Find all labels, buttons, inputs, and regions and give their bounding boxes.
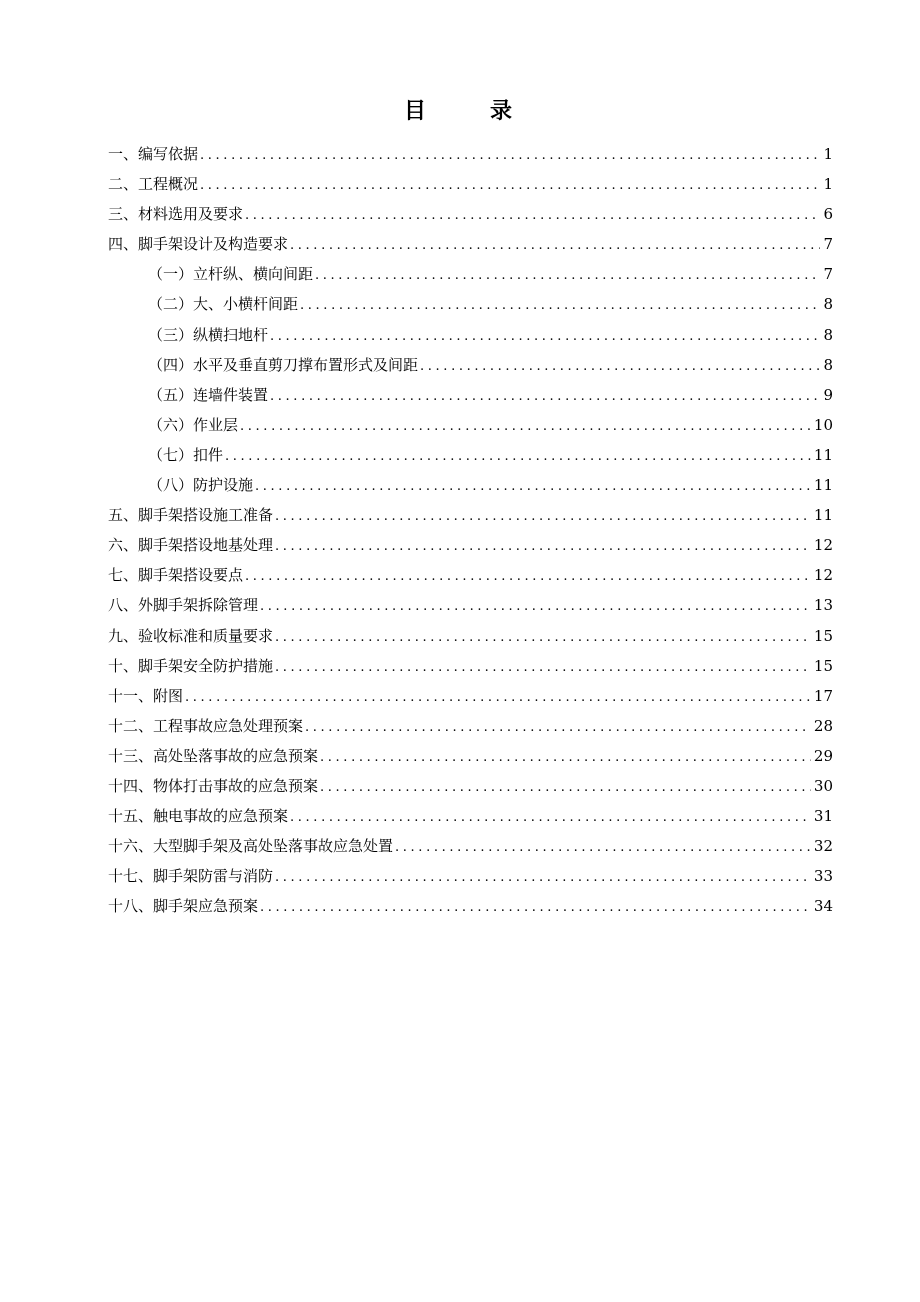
toc-entry-page-number: 11 (813, 506, 833, 525)
toc-entry[interactable] (108, 169, 833, 199)
toc-entry-page-number: 9 (823, 385, 833, 404)
toc-entry-label: 六、脚手架搭设地基处理 (108, 536, 274, 555)
toc-dot-leader (320, 743, 811, 773)
toc-entry-label: （一）立杆纵、横向间距 (148, 265, 314, 284)
toc-entry[interactable] (108, 380, 833, 410)
toc-entry-label: 十三、高处坠落事故的应急预案 (108, 746, 319, 765)
toc-entry-label: 十八、脚手架应急预案 (108, 897, 259, 916)
toc-entry[interactable] (108, 590, 833, 620)
toc-entry[interactable] (108, 891, 833, 921)
toc-entry-page-number: 11 (813, 445, 833, 464)
toc-entry-page-number: 7 (823, 265, 833, 284)
toc-entry[interactable] (108, 651, 833, 681)
toc-dot-leader (255, 472, 811, 502)
toc-entry[interactable] (108, 771, 833, 801)
toc-dot-leader (275, 532, 811, 562)
toc-entry-page-number: 8 (823, 325, 833, 344)
toc-title (0, 94, 920, 125)
toc-entry-page-number: 12 (813, 536, 833, 555)
toc-entry[interactable] (108, 500, 833, 530)
toc-entry[interactable] (108, 229, 833, 259)
toc-entry-label: 八、外脚手架拆除管理 (108, 596, 259, 615)
toc-entry[interactable] (108, 410, 833, 440)
toc-entry-label: 四、脚手架设计及构造要求 (108, 235, 289, 254)
toc-entry-label: 一、编写依据 (108, 145, 199, 163)
toc-dot-leader (260, 592, 811, 622)
toc-entry-label: （三）纵横扫地杆 (148, 325, 269, 344)
toc-entry-page-number: 32 (813, 837, 833, 856)
toc-entry[interactable] (108, 350, 833, 380)
toc-entry[interactable] (108, 289, 833, 319)
toc-dot-leader (260, 893, 811, 923)
toc-entry[interactable] (108, 560, 833, 590)
toc-dot-leader (420, 352, 820, 382)
toc-entry-page-number: 15 (813, 656, 833, 675)
toc-entry-page-number: 6 (823, 205, 833, 224)
toc-entry-label: 九、验收标准和质量要求 (108, 626, 274, 645)
toc-entry-page-number: 11 (813, 476, 833, 495)
toc-entry[interactable] (108, 681, 833, 711)
toc-entry[interactable] (108, 831, 833, 861)
toc-entry-page-number: 17 (813, 686, 833, 705)
toc-entry-page-number: 33 (813, 867, 833, 886)
toc-entry-page-number: 28 (813, 716, 833, 735)
toc-entry-label: 七、脚手架搭设要点 (108, 566, 244, 585)
toc-dot-leader (305, 713, 811, 743)
toc-entry-label: 十一、附图 (108, 686, 184, 705)
toc-entry-page-number: 12 (813, 566, 833, 585)
toc-entry[interactable] (108, 711, 833, 741)
toc-dot-leader (275, 502, 811, 532)
toc-entry-page-number: 1 (823, 145, 833, 163)
toc-entry[interactable] (108, 320, 833, 350)
toc-entry-page-number: 15 (813, 626, 833, 645)
toc-dot-leader (245, 201, 820, 231)
toc-entry[interactable] (108, 470, 833, 500)
toc-entry-label: 三、材料选用及要求 (108, 205, 244, 224)
toc-dot-leader (200, 171, 820, 201)
toc-entry-page-number: 10 (813, 415, 833, 434)
toc-list (108, 139, 833, 921)
toc-dot-leader (270, 382, 820, 412)
toc-entry-page-number: 34 (813, 897, 833, 916)
toc-entry-page-number: 30 (813, 776, 833, 795)
toc-dot-leader (275, 623, 811, 653)
toc-entry-page-number: 7 (823, 235, 833, 254)
toc-dot-leader (300, 291, 820, 321)
toc-entry-label: 十、脚手架安全防护措施 (108, 656, 274, 675)
toc-entry-page-number: 31 (813, 807, 833, 826)
toc-entry-label: 十七、脚手架防雷与消防 (108, 867, 274, 886)
toc-entry-label: （六）作业层 (148, 415, 239, 434)
toc-dot-leader (270, 322, 820, 352)
toc-dot-leader (200, 141, 820, 171)
toc-entry-page-number: 13 (813, 596, 833, 615)
toc-entry-page-number: 29 (813, 746, 833, 765)
toc-entry-page-number: 1 (823, 175, 833, 194)
toc-entry-label: 十四、物体打击事故的应急预案 (108, 776, 319, 795)
toc-dot-leader (245, 562, 811, 592)
toc-entry-label: （二）大、小横杆间距 (148, 295, 299, 314)
toc-dot-leader (315, 261, 820, 291)
toc-entry-label: （五）连墙件装置 (148, 385, 269, 404)
toc-entry[interactable] (108, 259, 833, 289)
toc-entry-label: 二、工程概况 (108, 175, 199, 194)
toc-entry-page-number: 8 (823, 295, 833, 314)
toc-entry-page-number: 8 (823, 355, 833, 374)
toc-entry[interactable] (108, 199, 833, 229)
toc-dot-leader (275, 863, 811, 893)
toc-dot-leader (320, 773, 811, 803)
toc-entry[interactable] (108, 741, 833, 771)
toc-entry-label: 五、脚手架搭设施工准备 (108, 506, 274, 525)
toc-entry-label: （四）水平及垂直剪刀撑布置形式及间距 (148, 355, 419, 374)
toc-title-char-1: 目 (403, 98, 430, 124)
toc-dot-leader (240, 412, 811, 442)
toc-entry-label: （七）扣件 (148, 445, 224, 464)
toc-entry-label: （八）防护设施 (148, 476, 254, 495)
toc-dot-leader (290, 231, 820, 261)
toc-entry[interactable] (108, 621, 833, 651)
toc-entry-label: 十五、触电事故的应急预案 (108, 807, 289, 826)
toc-dot-leader (225, 442, 811, 472)
toc-entry[interactable] (108, 861, 833, 891)
toc-entry[interactable] (108, 530, 833, 560)
toc-entry[interactable] (108, 440, 833, 470)
toc-entry-label: 十六、大型脚手架及高处坠落事故应急处置 (108, 837, 394, 856)
toc-dot-leader (290, 803, 811, 833)
toc-dot-leader (185, 683, 811, 713)
toc-title-char-2: 录 (490, 98, 517, 124)
toc-dot-leader (275, 653, 811, 683)
toc-entry[interactable] (108, 801, 833, 831)
toc-entry-label: 十二、工程事故应急处理预案 (108, 716, 304, 735)
toc-entry[interactable] (108, 139, 833, 169)
toc-dot-leader (395, 833, 811, 863)
